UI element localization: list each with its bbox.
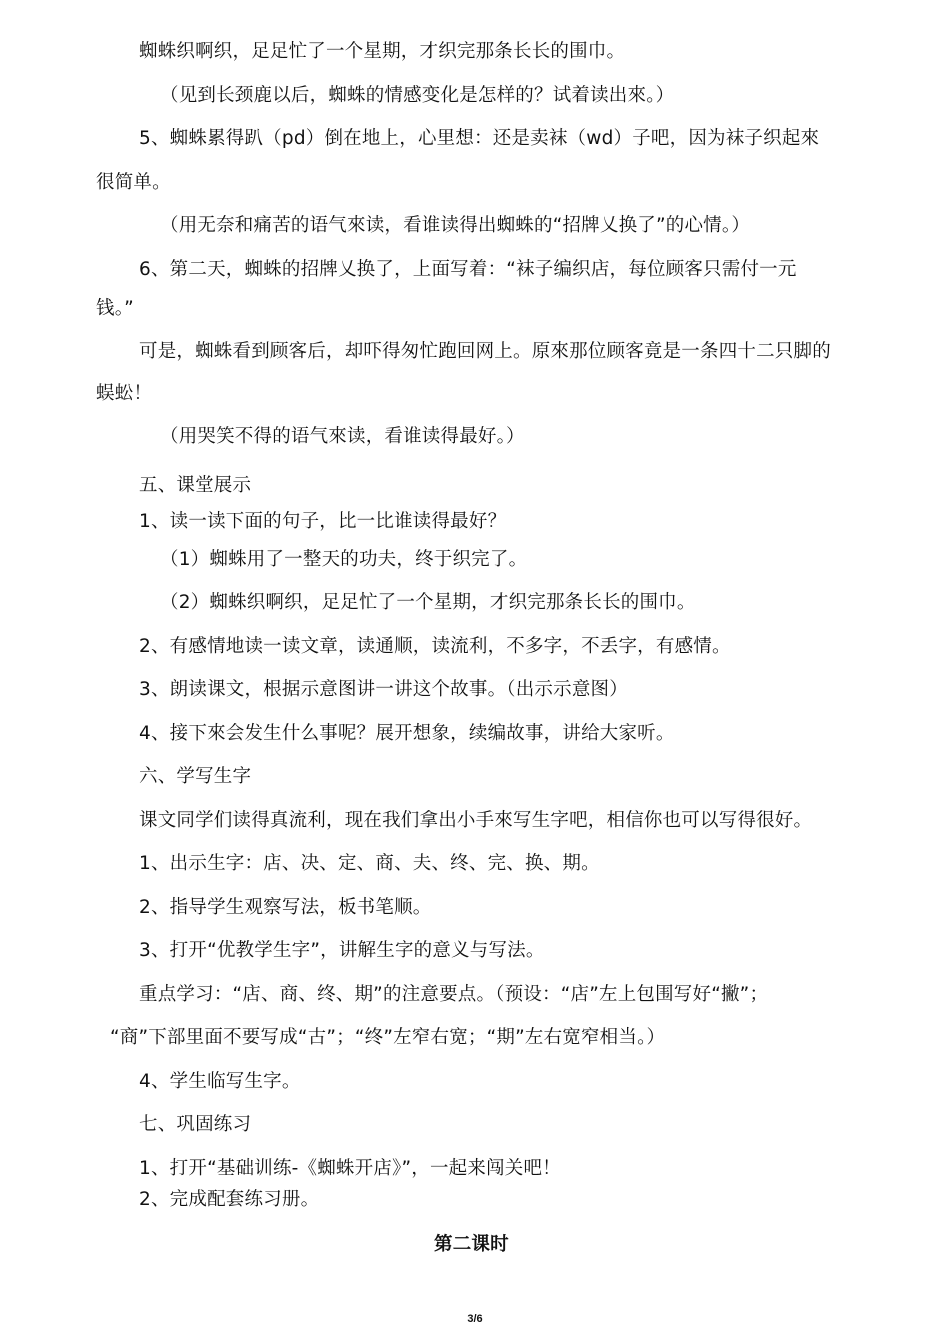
- section-heading: 七、巩固练习: [139, 1114, 252, 1135]
- text-line: 2、完成配套练习册。: [139, 1189, 320, 1210]
- text-line: 钱。”: [96, 298, 134, 319]
- text-line: 1、出示生字：店、决、定、商、夫、终、完、换、期。: [139, 853, 600, 874]
- section-heading: 六、学写生字: [139, 766, 252, 787]
- text-line: （用哭笑不得的语气來读，看谁读得最好。）: [160, 426, 525, 447]
- text-line: （1）蜘蛛用了一整天的功夫，终于织完了。: [160, 549, 528, 570]
- text-line: 1、读一读下面的句子，比一比谁读得最好？: [139, 511, 507, 532]
- text-line: 课文同学们读得真流利，现在我们拿出小手來写生字吧，相信你也可以写得很好。: [139, 810, 813, 831]
- text-line: 5、蜘蛛累得趴（pd）倒在地上，心里想：还是卖袜（wd）子吧，因为袜子织起來: [139, 128, 820, 149]
- text-line: 蜘蛛织啊织，足足忙了一个星期，才织完那条长长的围巾。: [139, 41, 626, 62]
- text-line: 重点学习：“店、商、终、期”的注意要点。（预设：“店”左上包围写好“撇”；: [139, 984, 769, 1005]
- page-number: 3/6: [467, 1313, 483, 1325]
- text-line: 4、接下來会发生什么事呢？展开想象，续编故事，讲给大家听。: [139, 723, 675, 744]
- text-line: 2、有感情地读一读文章，读通顺，读流利，不多字，不丢字，有感情。: [139, 636, 731, 657]
- text-line: 蜈蚣！: [96, 383, 153, 404]
- text-line: （见到长颈鹿以后，蜘蛛的情感变化是怎样的？试着读出來。）: [160, 85, 675, 106]
- text-line: 3、朗读课文，根据示意图讲一讲这个故事。（出示示意图）: [139, 679, 628, 700]
- text-line: 可是，蜘蛛看到顾客后，却吓得匆忙跑回网上。原來那位顾客竟是一条四十二只脚的: [139, 341, 831, 362]
- text-line: （2）蜘蛛织啊织，足足忙了一个星期，才织完那条长长的围巾。: [160, 592, 696, 613]
- text-line: 4、学生临写生字。: [139, 1071, 301, 1092]
- text-line: 2、指导学生观察写法，板书笔顺。: [139, 897, 432, 918]
- text-line: 3、打开“优教学生字”，讲解生字的意义与写法。: [139, 940, 545, 961]
- text-line: 6、第二天，蜘蛛的招牌乂换了，上面写着：“袜子编织店，每位顾客只需付一元: [139, 259, 797, 280]
- text-line: “商”下部里面不要写成“古”；“终”左窄右宽；“期”左右宽窄相当。）: [110, 1027, 666, 1048]
- lesson-title: 第二课时: [434, 1234, 509, 1255]
- section-heading: 五、课堂展示: [139, 475, 252, 496]
- text-line: 1、打开“基础训练-《蜘蛛开店》”，一起来闯关吧！: [139, 1158, 561, 1179]
- text-line: 很简单。: [96, 172, 171, 193]
- text-line: （用无奈和痛苦的语气來读，看谁读得出蜘蛛的“招牌乂换了”的心情。）: [160, 215, 751, 236]
